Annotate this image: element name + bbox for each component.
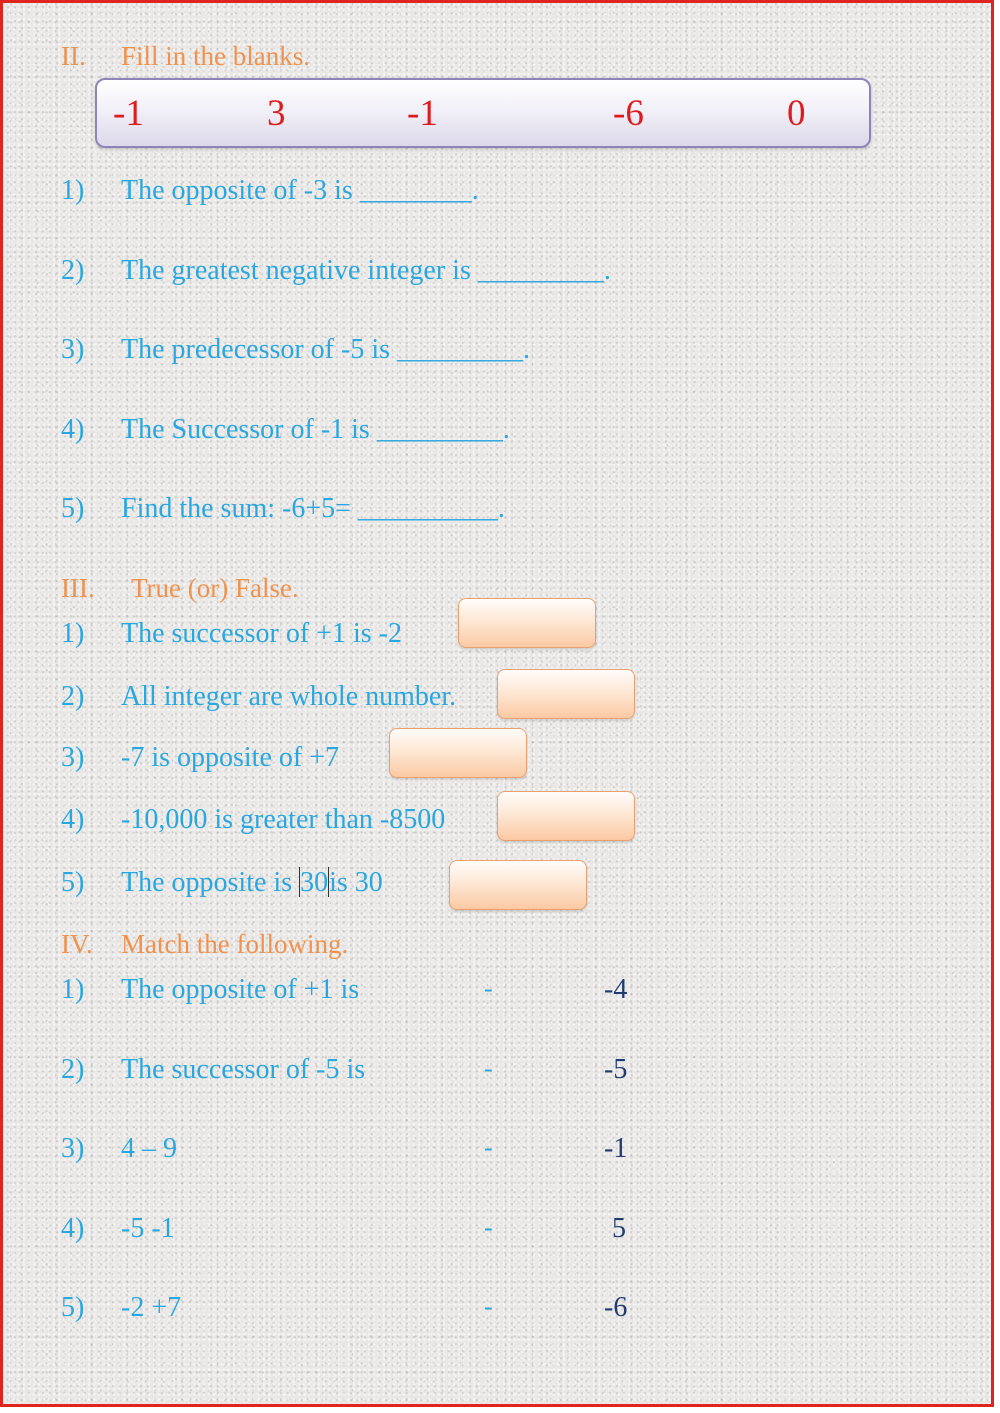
tf-answer-box-4[interactable] (497, 791, 635, 841)
section-iv-title: Match the following. (121, 929, 349, 959)
tf-question-3: -7 is opposite of +7 (121, 742, 339, 773)
question-number: 3) (61, 1133, 85, 1164)
question-number: 4) (61, 804, 85, 835)
fill-question-4[interactable]: The Successor of -1 is _________. (121, 414, 510, 445)
section-ii-roman: II. (61, 41, 86, 71)
question-number: 5) (61, 867, 85, 898)
word-bank-item[interactable]: -6 (613, 93, 644, 134)
question-number: 1) (61, 974, 85, 1005)
abs-value: 30 (300, 867, 329, 898)
question-number: 2) (61, 255, 85, 286)
match-dash: - (484, 1292, 493, 1321)
fill-question-5[interactable]: Find the sum: -6+5= __________. (121, 493, 505, 524)
question-number: 4) (61, 414, 85, 445)
tf-answer-box-2[interactable] (497, 669, 635, 719)
tf-question-5 (121, 867, 383, 899)
question-number: 3) (61, 742, 85, 773)
section-iv-roman: IV. (61, 929, 93, 959)
word-bank-item[interactable]: 3 (267, 93, 286, 134)
match-right-1[interactable]: -4 (604, 974, 628, 1005)
match-right-5[interactable]: -6 (604, 1292, 628, 1323)
fill-question-2[interactable]: The greatest negative integer is _________. (121, 255, 611, 286)
tf-question-2: All integer are whole number. (121, 681, 457, 712)
question-number: 1) (61, 175, 85, 206)
match-right-3[interactable]: -1 (604, 1133, 628, 1164)
match-left-1[interactable]: The opposite of +1 is (121, 974, 360, 1005)
fill-question-3[interactable]: The predecessor of -5 is _________. (121, 334, 531, 365)
match-dash: - (484, 1054, 493, 1083)
fill-question-1[interactable]: The opposite of -3 is ________. (121, 175, 479, 206)
tf-answer-box-5[interactable] (449, 860, 587, 910)
section-ii-title: Fill in the blanks. (121, 41, 310, 71)
tf-question-5-before: The opposite is (121, 867, 300, 898)
question-number: 5) (61, 1292, 85, 1323)
question-number: 5) (61, 493, 85, 524)
word-bank-item[interactable]: -1 (407, 93, 438, 134)
tf-question-5-after: is 30 (329, 867, 383, 898)
match-right-2[interactable]: -5 (604, 1054, 628, 1085)
question-number: 4) (61, 1213, 85, 1244)
question-number: 3) (61, 334, 85, 365)
match-right-4[interactable]: 5 (612, 1213, 626, 1244)
section-iii-roman: III. (61, 573, 95, 603)
tf-answer-box-3[interactable] (389, 728, 527, 778)
match-left-2[interactable]: The successor of -5 is (121, 1054, 366, 1085)
tf-question-4: -10,000 is greater than -8500 (121, 804, 446, 835)
match-left-4[interactable]: -5 -1 (121, 1213, 175, 1244)
word-bank (95, 78, 871, 148)
word-bank-item[interactable]: 0 (787, 93, 806, 134)
word-bank-item[interactable]: -1 (113, 93, 144, 134)
match-dash: - (484, 974, 493, 1003)
match-dash: - (484, 1213, 493, 1242)
match-left-3[interactable]: 4 – 9 (121, 1133, 177, 1164)
section-iii-title: True (or) False. (131, 573, 299, 603)
match-dash: - (484, 1133, 493, 1162)
question-number: 2) (61, 1054, 85, 1085)
match-left-5[interactable]: -2 +7 (121, 1292, 182, 1323)
question-number: 1) (61, 618, 85, 649)
tf-question-1: The successor of +1 is -2 (121, 618, 402, 649)
tf-answer-box-1[interactable] (458, 598, 596, 648)
question-number: 2) (61, 681, 85, 712)
